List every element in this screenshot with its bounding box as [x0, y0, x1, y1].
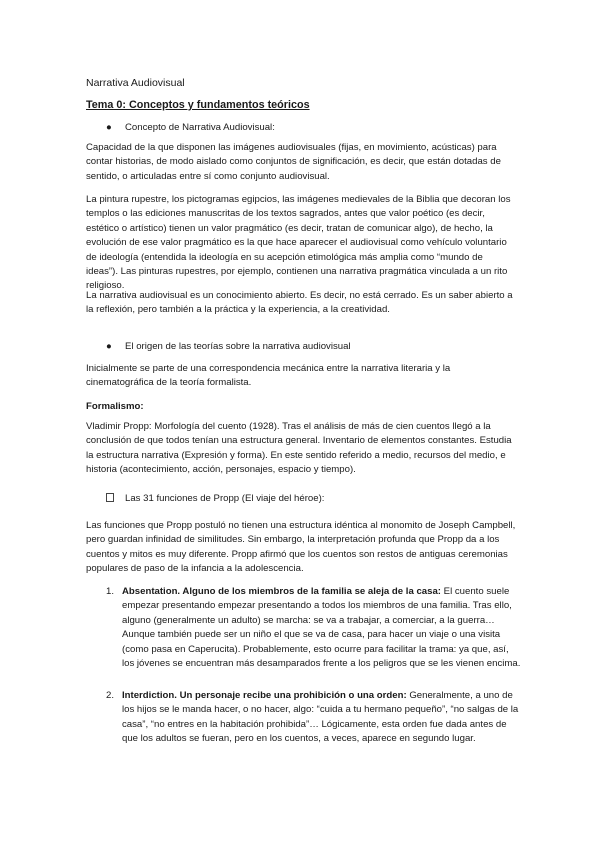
list-number: 1. — [106, 586, 115, 597]
list-item-text: El cuento suele empezar presentando empezar presentando a todos los miembros de una familia. Tras ello, alguno (generalmente un adulto) se marcha: se va a trabajar, a comerciar, a la guerra… Aunque también puede ser un niño el que se va de casa, para hacer un viaje o una visita (como pasa en Caperucita). Probablemente, esto ocurre para facilitar la trama: ya que, así, los jóvenes se encuentran más desamparados frente a los peligros que se les vienen encima. — [122, 586, 521, 670]
paragraph: La pintura rupestre, los pictogramas egipcios, las imágenes medievales de la Biblia que decoran los templos o las ediciones manuscritas de los textos sagrados, antes que valor poético (es decir, estético o artístico) tienen un valor pragmático (es decir, tratan de comunicar algo), de hecho, la evolución de ese valor pragmático es la que hace aparecer el audiovisual como vehículo voluntario de ideología (entendida la ideología en su acepción etimológica más amplia como “mundo de ideas”). Las pinturas rupestres, por ejemplo, contienen una narrativa pragmática vinculada a un rito religioso. — [86, 194, 511, 292]
list-item-title: Absentation. Alguno de los miembros de la familia se aleja de la casa: — [122, 586, 442, 597]
bullet-dot-icon: ● — [106, 122, 112, 133]
paragraph: Las funciones que Propp postuló no tienen una estructura idéntica al monomito de Joseph Campbell, pero guardan infinidad de similitudes. Sin embargo, la interpretación profunda que Propp da a los cuentos y mitos es muy diferente. Propp afirmó que los cuentos son restos de antiguas ceremonias populares de paso de la infancia a la adolescencia. — [86, 520, 516, 575]
list-item-title: Interdiction. Un personaje recibe una prohibición o una orden: — [122, 690, 407, 701]
paragraph: Vladimir Propp: Morfología del cuento (1928). Tras el análisis de más de cien cuentos llegó a la conclusión de que todos tenían una estructura general. Inventario de elementos constantes. Estudia la estructura narrativa (Expresión y forma). En este sentido referido a medio, recursos del medio, e historia (acontecimiento, acción, personajes, espacio y tiempo). — [86, 421, 512, 476]
list-body — [122, 689, 522, 747]
list-item-text: Generalmente, a uno de los hijos se le manda hacer, o no hacer, algo: “cuida a tu hermano pequeño”, “no salgas de la casa”, “no entres en la habitación prohibida”… Lógicamente, esta orden fue dada antes de que los adultos se fueran, pero en los cuentos, a veces, aparece en segundo lugar. — [122, 690, 519, 745]
paragraph: Inicialmente se parte de una correspondencia mecánica entre la narrativa literaria y la cinematográfica de la teoría formalista. — [86, 363, 451, 389]
subheading: Formalismo: — [86, 401, 144, 412]
document-title: Narrativa Audiovisual — [86, 77, 185, 89]
bullet-text: Las 31 funciones de Propp (El viaje del héroe): — [125, 493, 325, 504]
bullet-dot-icon: ● — [106, 341, 112, 352]
paragraph: La narrativa audiovisual es un conocimiento abierto. Es decir, no está cerrado. Es un saber abierto a la reflexión, pero también a la práctica y la experiencia, a la creatividad. — [86, 290, 513, 316]
list-body — [122, 585, 522, 671]
bullet-text: Concepto de Narrativa Audiovisual: — [125, 122, 275, 133]
list-number: 2. — [106, 690, 115, 701]
bullet-text: El origen de las teorías sobre la narrativa audiovisual — [125, 341, 351, 352]
paragraph: Capacidad de la que disponen las imágenes audiovisuales (fijas, en movimiento, acústicas) para contar historias, de modo aislado como conjuntos de significación, es decir, que están dotadas de sentido, o articuladas entre sí como conjunto audiovisual. — [86, 142, 501, 182]
square-bullet-icon — [106, 492, 118, 506]
section-heading: Tema 0: Conceptos y fundamentos teóricos — [86, 99, 310, 111]
